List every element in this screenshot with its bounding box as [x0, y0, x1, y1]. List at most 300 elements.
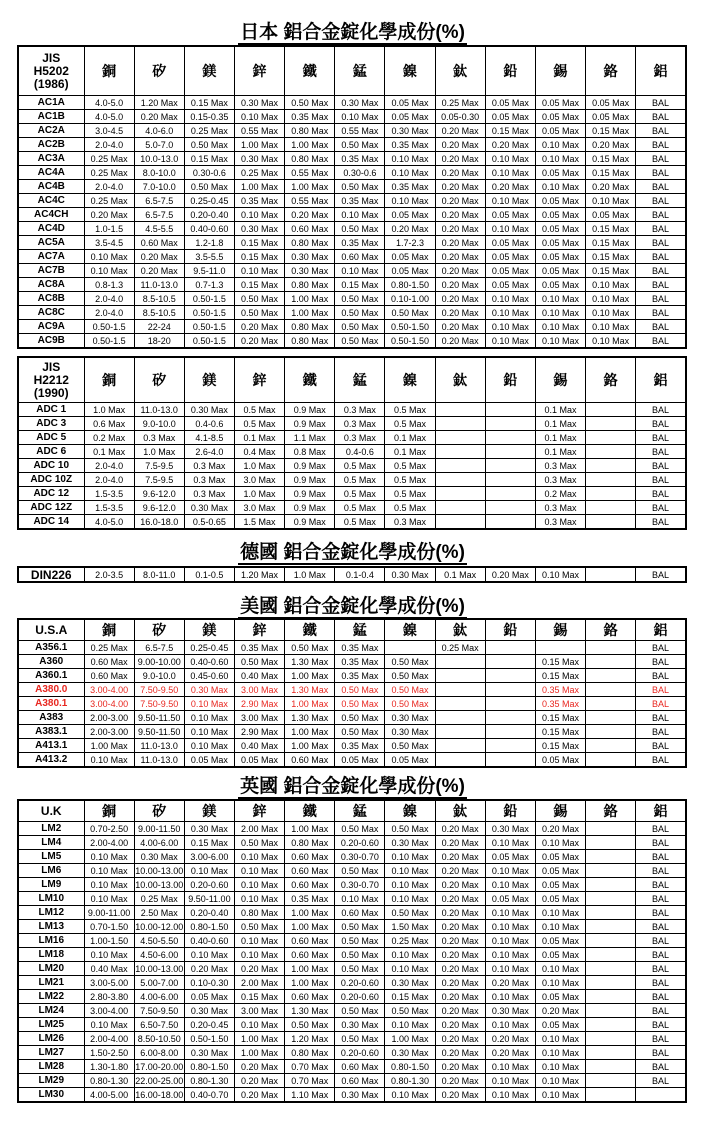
composition-cell: 0.10 Max — [234, 1018, 284, 1032]
composition-cell: 1.00 Max — [285, 669, 335, 683]
composition-cell: BAL — [636, 725, 686, 739]
composition-cell: 0.40-0.60 — [184, 934, 234, 948]
composition-cell: 1.5 Max — [234, 515, 284, 530]
composition-cell: 0.50-1.50 — [184, 1032, 234, 1046]
composition-cell: 2.0-4.0 — [84, 306, 134, 320]
composition-cell: 0.2 Max — [535, 487, 585, 501]
composition-cell: 1.00 Max — [234, 180, 284, 194]
composition-cell: 0.70 Max — [285, 1074, 335, 1088]
alloy-code-cell: LM28 — [18, 1060, 84, 1074]
composition-cell: 0.50 Max — [184, 138, 234, 152]
table-row — [18, 320, 686, 334]
composition-cell: 0.20 Max — [586, 180, 636, 194]
element-header: 鉛 — [485, 800, 535, 822]
composition-cell: 0.25 Max — [134, 892, 184, 906]
composition-cell — [586, 934, 636, 948]
composition-cell: BAL — [636, 445, 686, 459]
composition-cell: 0.10 Max — [535, 306, 585, 320]
composition-cell: 0.05 Max — [535, 222, 585, 236]
composition-cell: 0.10 Max — [184, 739, 234, 753]
composition-cell: 6.5-7.5 — [134, 641, 184, 655]
composition-cell: 0.35 Max — [385, 138, 435, 152]
composition-cell: BAL — [636, 962, 686, 976]
composition-cell — [586, 962, 636, 976]
composition-cell: 0.30-0.6 — [184, 166, 234, 180]
table-row — [18, 567, 686, 582]
composition-cell — [435, 655, 485, 669]
composition-cell: 0.10 Max — [335, 264, 385, 278]
composition-cell: 0.10 Max — [535, 138, 585, 152]
composition-cell: 0.4 Max — [234, 445, 284, 459]
table-row — [18, 1018, 686, 1032]
alloy-code-cell: A360.1 — [18, 669, 84, 683]
composition-cell — [586, 697, 636, 711]
composition-cell: 1.0 Max — [285, 567, 335, 582]
composition-cell: 0.50 Max — [285, 641, 335, 655]
composition-cell: 0.5 Max — [335, 515, 385, 530]
alloy-code-cell: ADC 10 — [18, 459, 84, 473]
alloy-code-cell: A380.1 — [18, 697, 84, 711]
alloy-code-cell: A413.1 — [18, 739, 84, 753]
element-header: 鎳 — [385, 619, 435, 641]
composition-cell: 0.3 Max — [184, 473, 234, 487]
composition-cell: 0.20 Max — [435, 1046, 485, 1060]
composition-cell: 1.50-2.50 — [84, 1046, 134, 1060]
composition-cell: 0.50 Max — [184, 180, 234, 194]
element-header: 鉻 — [586, 800, 636, 822]
composition-cell: 4.00-6.00 — [134, 990, 184, 1004]
composition-cell: 0.50 Max — [285, 1018, 335, 1032]
composition-cell: 0.50 Max — [385, 822, 435, 836]
composition-cell: 0.10 Max — [385, 948, 435, 962]
alloy-code-cell: AC8B — [18, 292, 84, 306]
composition-cell: 1.00 Max — [285, 962, 335, 976]
element-header: 鈦 — [435, 46, 485, 96]
composition-cell: 0.25 Max — [435, 641, 485, 655]
element-header: 鋅 — [234, 46, 284, 96]
composition-cell: 0.50 Max — [335, 334, 385, 349]
composition-cell: 0.25 Max — [435, 96, 485, 110]
composition-cell: BAL — [636, 292, 686, 306]
composition-cell — [586, 515, 636, 530]
composition-cell: 0.05 Max — [485, 850, 535, 864]
composition-cell: 0.05 Max — [535, 753, 585, 768]
composition-cell: 0.30 Max — [234, 152, 284, 166]
composition-cell: 9.50-11.00 — [184, 892, 234, 906]
element-header: 鉻 — [586, 619, 636, 641]
composition-cell: 0.3 Max — [335, 431, 385, 445]
composition-cell: 0.20 Max — [435, 152, 485, 166]
composition-cell: 0.1 Max — [535, 431, 585, 445]
composition-cell: 0.30 Max — [335, 1088, 385, 1103]
composition-cell: BAL — [636, 822, 686, 836]
composition-cell: 0.05 Max — [535, 934, 585, 948]
element-header: 鋁 — [636, 619, 686, 641]
composition-cell: 0.05 Max — [535, 110, 585, 124]
composition-cell: BAL — [636, 864, 686, 878]
composition-cell: 0.05 Max — [385, 264, 435, 278]
composition-cell: 1.7-2.3 — [385, 236, 435, 250]
composition-cell: BAL — [636, 753, 686, 768]
composition-cell: 0.3 Max — [335, 403, 385, 417]
composition-cell: 0.5 Max — [234, 403, 284, 417]
composition-cell — [586, 990, 636, 1004]
composition-cell: 4.1-8.5 — [184, 431, 234, 445]
composition-cell: 0.30 Max — [485, 1004, 535, 1018]
element-header: 鐵 — [285, 800, 335, 822]
composition-cell: BAL — [636, 320, 686, 334]
composition-cell: 0.10 Max — [184, 697, 234, 711]
alloy-code-cell: ADC 5 — [18, 431, 84, 445]
composition-cell: 0.60 Max — [84, 669, 134, 683]
composition-cell — [586, 683, 636, 697]
composition-cell: 0.15 Max — [535, 739, 585, 753]
composition-cell — [485, 669, 535, 683]
composition-cell: 0.10-0.30 — [184, 976, 234, 990]
composition-cell: 0.8 Max — [285, 445, 335, 459]
composition-cell: 0.50 Max — [234, 836, 284, 850]
composition-cell: 0.9 Max — [285, 403, 335, 417]
composition-cell: 9.5-11.0 — [184, 264, 234, 278]
table-row — [18, 110, 686, 124]
composition-cell: 1.20 Max — [134, 96, 184, 110]
composition-cell — [435, 417, 485, 431]
composition-cell: 0.10 Max — [84, 878, 134, 892]
composition-cell: 0.50 Max — [234, 655, 284, 669]
composition-cell: 0.1 Max — [385, 445, 435, 459]
composition-cell: 0.3 Max — [335, 417, 385, 431]
element-header: 鉛 — [485, 357, 535, 403]
composition-cell — [586, 920, 636, 934]
composition-cell: 0.30 Max — [234, 96, 284, 110]
composition-cell: 0.30 Max — [184, 403, 234, 417]
composition-cell: 9.6-12.0 — [134, 487, 184, 501]
composition-cell: 0.10 Max — [485, 1074, 535, 1088]
composition-cell: 0.60 Max — [285, 878, 335, 892]
table-row — [18, 1004, 686, 1018]
composition-cell: 2.00-3.00 — [84, 725, 134, 739]
composition-cell: 0.15 Max — [586, 222, 636, 236]
element-header: 銅 — [84, 800, 134, 822]
composition-cell: 0.30 Max — [184, 1046, 234, 1060]
standard-header: JIS H5202 (1986) — [18, 46, 84, 96]
composition-cell — [586, 892, 636, 906]
alloy-code-cell: A383.1 — [18, 725, 84, 739]
composition-cell: 0.50 Max — [335, 711, 385, 725]
composition-cell: 0.35 Max — [335, 739, 385, 753]
composition-cell: 0.20-0.60 — [335, 1046, 385, 1060]
composition-cell: 9.00-10.00 — [134, 655, 184, 669]
table-row — [18, 431, 686, 445]
composition-cell — [586, 836, 636, 850]
composition-cell: 0.10 Max — [535, 920, 585, 934]
composition-cell: 0.10 Max — [184, 711, 234, 725]
composition-cell: 0.20 Max — [485, 1046, 535, 1060]
composition-cell: 0.10 Max — [535, 1032, 585, 1046]
composition-cell: 0.50 Max — [234, 920, 284, 934]
composition-cell: 0.05 Max — [586, 96, 636, 110]
element-header: 錫 — [535, 46, 585, 96]
alloy-code-cell: AC9A — [18, 320, 84, 334]
composition-cell: 0.5 Max — [335, 501, 385, 515]
composition-cell: 0.10 Max — [184, 948, 234, 962]
composition-cell: 0.50 Max — [335, 222, 385, 236]
composition-cell: 0.80 Max — [285, 334, 335, 349]
alloy-code-cell: A383 — [18, 711, 84, 725]
din226-table — [17, 566, 687, 583]
composition-cell: 0.50 Max — [234, 306, 284, 320]
composition-cell: 5.00-7.00 — [134, 976, 184, 990]
composition-cell: 11.0-13.0 — [134, 753, 184, 768]
composition-cell: 0.05 Max — [385, 250, 435, 264]
composition-cell — [485, 753, 535, 768]
table-row — [18, 683, 686, 697]
composition-cell: 0.15 Max — [234, 250, 284, 264]
composition-cell: 0.05 Max — [535, 278, 585, 292]
composition-cell: 10.00-13.00 — [135, 963, 184, 974]
composition-cell: BAL — [636, 906, 686, 920]
composition-cell: 0.5 Max — [335, 459, 385, 473]
composition-cell: 0.20 Max — [435, 1060, 485, 1074]
composition-cell: 0.40 Max — [234, 669, 284, 683]
composition-cell: 2.0-4.0 — [84, 473, 134, 487]
composition-cell: 2.00-4.00 — [84, 836, 134, 850]
composition-cell: 0.20 Max — [435, 1074, 485, 1088]
composition-cell: 0.1 Max — [84, 445, 134, 459]
composition-cell: 0.80-1.50 — [184, 920, 234, 934]
composition-cell — [586, 669, 636, 683]
composition-cell: 0.20 Max — [435, 264, 485, 278]
composition-cell: 0.60 Max — [84, 655, 134, 669]
composition-cell: 3.00-4.00 — [84, 1004, 134, 1018]
composition-cell: 1.00 Max — [385, 1032, 435, 1046]
composition-cell: 2.80-3.80 — [84, 990, 134, 1004]
composition-cell — [586, 501, 636, 515]
composition-cell: 0.05 Max — [535, 166, 585, 180]
composition-cell: 0.2 Max — [84, 431, 134, 445]
composition-cell: BAL — [636, 250, 686, 264]
table-row — [18, 264, 686, 278]
composition-cell: 0.60 Max — [285, 850, 335, 864]
composition-cell: 0.20 Max — [385, 222, 435, 236]
composition-cell: 0.35 Max — [335, 641, 385, 655]
element-header: 錳 — [335, 357, 385, 403]
composition-cell: 0.10 Max — [84, 1018, 134, 1032]
element-header: 錳 — [335, 619, 385, 641]
composition-cell: BAL — [636, 1046, 686, 1060]
composition-cell: 0.20-0.60 — [335, 836, 385, 850]
composition-cell: 0.30 Max — [184, 501, 234, 515]
composition-cell: BAL — [636, 836, 686, 850]
composition-cell — [586, 487, 636, 501]
composition-cell: 0.20 Max — [485, 976, 535, 990]
table-row — [18, 864, 686, 878]
composition-cell: 1.00 Max — [285, 822, 335, 836]
composition-cell — [485, 473, 535, 487]
composition-cell: 0.1 Max — [385, 431, 435, 445]
composition-cell: 0.10 Max — [485, 152, 535, 166]
composition-cell: 0.30 Max — [335, 96, 385, 110]
table-row — [18, 417, 686, 431]
composition-cell: 1.00 Max — [234, 1032, 284, 1046]
composition-cell: 1.00 Max — [285, 697, 335, 711]
table-row — [18, 1074, 686, 1088]
element-header: 鈦 — [435, 357, 485, 403]
composition-cell: BAL — [636, 306, 686, 320]
composition-cell: 0.80-1.30 — [385, 1074, 435, 1088]
composition-cell: 16.0-18.0 — [134, 515, 184, 530]
composition-cell: 0.9 Max — [285, 459, 335, 473]
composition-cell: 0.3 Max — [385, 515, 435, 530]
composition-cell: 0.1-0.5 — [184, 567, 234, 582]
composition-cell: 0.10 Max — [485, 1018, 535, 1032]
composition-cell: 0.15 Max — [385, 990, 435, 1004]
composition-cell: 0.80 Max — [285, 124, 335, 138]
element-header: 錫 — [535, 357, 585, 403]
table-row — [18, 962, 686, 976]
composition-cell: 1.0-1.5 — [84, 222, 134, 236]
composition-cell: 0.50 Max — [335, 292, 385, 306]
composition-cell: 3.00 Max — [234, 683, 284, 697]
composition-cell: 0.40-0.60 — [184, 655, 234, 669]
alloy-code-cell: AC9B — [18, 334, 84, 349]
composition-cell: 0.05 Max — [586, 110, 636, 124]
composition-cell: 0.1-0.4 — [335, 567, 385, 582]
element-header: 鐵 — [285, 46, 335, 96]
composition-cell: 0.60 Max — [285, 222, 335, 236]
composition-cell: 0.1 Max — [535, 403, 585, 417]
composition-cell: BAL — [636, 236, 686, 250]
composition-cell: 0.5 Max — [385, 459, 435, 473]
composition-cell: 0.20 Max — [535, 1004, 585, 1018]
composition-cell: 0.70 Max — [285, 1060, 335, 1074]
composition-cell: 0.20-0.60 — [335, 976, 385, 990]
composition-cell: 1.20 Max — [234, 567, 284, 582]
table-row — [18, 445, 686, 459]
composition-cell: 0.80 Max — [285, 320, 335, 334]
composition-cell — [435, 515, 485, 530]
composition-cell: 0.3 Max — [184, 459, 234, 473]
composition-cell: 0.80 Max — [285, 836, 335, 850]
composition-cell — [435, 403, 485, 417]
composition-cell: 0.15 Max — [586, 250, 636, 264]
table-row — [18, 711, 686, 725]
composition-cell — [586, 567, 636, 582]
composition-cell: 0.05-0.30 — [435, 110, 485, 124]
element-header: 鈦 — [435, 800, 485, 822]
composition-cell: 0.80 Max — [285, 152, 335, 166]
composition-cell: 0.10 Max — [586, 292, 636, 306]
composition-cell: 0.05 Max — [586, 208, 636, 222]
composition-cell: 0.10 Max — [385, 864, 435, 878]
composition-cell: 0.50 Max — [335, 1032, 385, 1046]
composition-cell: 0.1 Max — [535, 445, 585, 459]
composition-cell: 0.10 Max — [184, 864, 234, 878]
composition-cell: 0.10 Max — [485, 194, 535, 208]
table-row — [18, 459, 686, 473]
composition-cell: 4.50-5.50 — [134, 934, 184, 948]
composition-cell: 0.15 Max — [184, 152, 234, 166]
composition-cell: 0.05 Max — [385, 753, 435, 768]
composition-cell: 0.35 Max — [535, 683, 585, 697]
composition-cell: 0.80 Max — [285, 278, 335, 292]
composition-cell: 0.10 Max — [485, 836, 535, 850]
composition-cell: 0.35 Max — [335, 236, 385, 250]
composition-cell: 0.15 Max — [184, 836, 234, 850]
composition-cell: 0.30 Max — [485, 822, 535, 836]
alloy-code-cell: LM30 — [18, 1088, 84, 1103]
composition-cell: 3.0 Max — [234, 501, 284, 515]
composition-cell: 0.10 Max — [485, 166, 535, 180]
composition-cell: 4.50-6.00 — [134, 948, 184, 962]
element-header: 鎳 — [385, 357, 435, 403]
alloy-code-cell: LM27 — [18, 1046, 84, 1060]
composition-cell: 1.00 Max — [285, 306, 335, 320]
composition-cell: 10.00-13.00 — [135, 879, 184, 890]
composition-cell: 0.1 Max — [535, 417, 585, 431]
composition-cell: 0.20 Max — [435, 124, 485, 138]
composition-cell: 0.60 Max — [285, 753, 335, 768]
composition-cell: 0.60 Max — [335, 1060, 385, 1074]
composition-cell: 9.50-11.50 — [134, 711, 184, 725]
table-row — [18, 655, 686, 669]
composition-cell — [485, 641, 535, 655]
element-header: 矽 — [134, 800, 184, 822]
uk-title: 英國 鋁合金錠化學成份(%) — [240, 776, 465, 797]
composition-cell: 0.05 Max — [234, 753, 284, 768]
composition-cell: 0.10 Max — [84, 250, 134, 264]
composition-cell: BAL — [636, 850, 686, 864]
composition-cell: 0.10 Max — [485, 990, 535, 1004]
composition-cell: 0.05 Max — [485, 96, 535, 110]
composition-cell: 0.30 Max — [234, 222, 284, 236]
composition-cell: 0.20 Max — [435, 1004, 485, 1018]
composition-cell: 0.50-1.5 — [84, 334, 134, 349]
element-header: 矽 — [134, 46, 184, 96]
composition-cell: BAL — [636, 278, 686, 292]
composition-cell — [586, 753, 636, 768]
element-header: 鉛 — [485, 46, 535, 96]
composition-cell: 0.10 Max — [535, 906, 585, 920]
composition-cell: 0.20 Max — [285, 208, 335, 222]
composition-cell: 0.05 Max — [485, 250, 535, 264]
alloy-code-cell: LM18 — [18, 948, 84, 962]
composition-cell: 0.3 Max — [134, 431, 184, 445]
composition-cell: 2.50 Max — [134, 906, 184, 920]
table-row — [18, 697, 686, 711]
composition-cell: 0.50-1.5 — [84, 320, 134, 334]
composition-cell: 0.50 Max — [385, 655, 435, 669]
composition-cell: 0.10 Max — [535, 152, 585, 166]
composition-cell: 1.20 Max — [285, 1032, 335, 1046]
composition-cell: 1.2-1.8 — [184, 236, 234, 250]
composition-cell: 0.05 Max — [535, 264, 585, 278]
composition-cell: 0.10 Max — [385, 194, 435, 208]
table-row — [18, 487, 686, 501]
element-header: 錫 — [535, 619, 585, 641]
composition-cell: 0.4-0.6 — [184, 417, 234, 431]
table-row — [18, 1060, 686, 1074]
composition-cell: 7.0-10.0 — [134, 180, 184, 194]
composition-cell: 0.5 Max — [385, 417, 435, 431]
composition-cell: 0.60 Max — [335, 250, 385, 264]
table-row — [18, 124, 686, 138]
composition-cell: 0.10 Max — [385, 850, 435, 864]
composition-cell: 16.00-18.00 — [134, 1088, 184, 1103]
composition-cell: 3.00 Max — [234, 1004, 284, 1018]
composition-cell: 0.9 Max — [285, 473, 335, 487]
composition-cell: 0.30 Max — [285, 264, 335, 278]
